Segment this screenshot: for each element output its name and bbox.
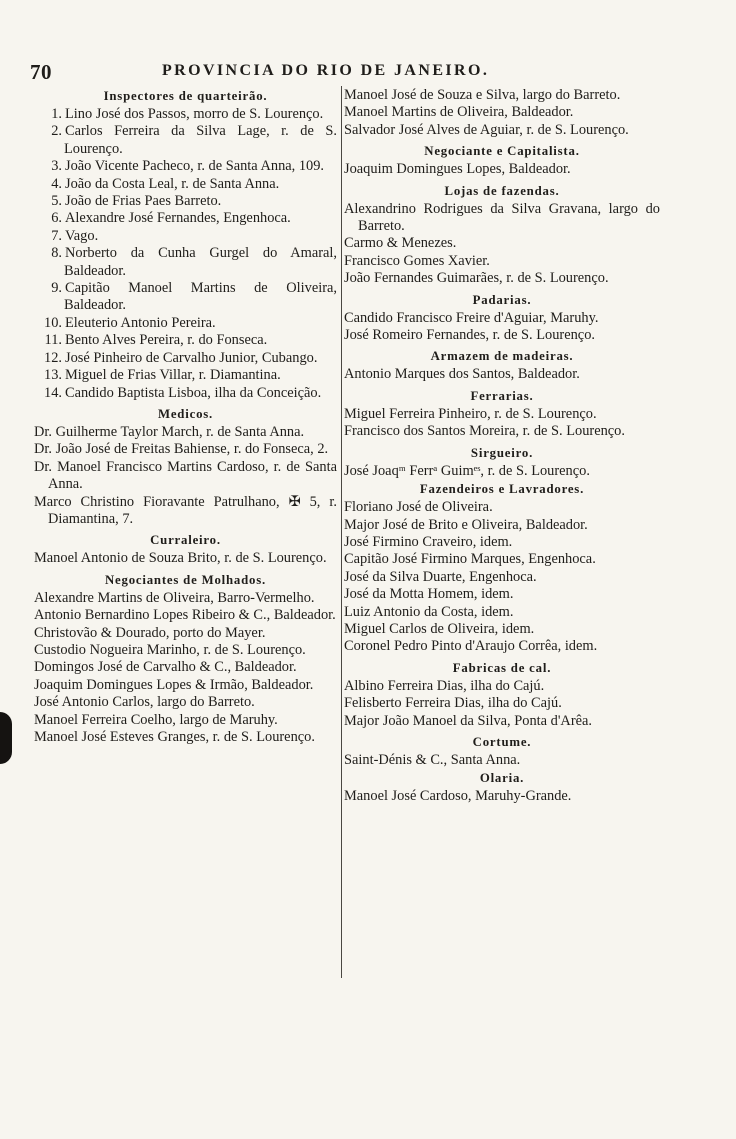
directory-entry: Capitão José Firmino Marques, Engenhoca.	[344, 551, 596, 568]
numbered-entry: 12. José Pinheiro de Carvalho Junior, Cubango.	[44, 349, 318, 366]
section-heading: Olaria.	[479, 771, 525, 786]
directory-entry: José Joaqᵐ Ferrᵃ Guimᵉˢ, r. de S. Lourenço.	[344, 462, 590, 479]
page-number: 70	[30, 60, 52, 84]
directory-entry: Dr. Guilherme Taylor March, r. de Santa Anna.	[34, 423, 305, 440]
directory-entry: Major João Manoel da Silva, Ponta d'Arêa.	[344, 712, 592, 729]
section-olaria	[344, 769, 660, 805]
section-negociantes-molhados	[34, 571, 337, 747]
directory-entry: Floriano José de Oliveira.	[344, 499, 493, 516]
section-padarias	[344, 291, 660, 345]
directory-entry: Antonio Marques dos Santos, Baldeador.	[344, 366, 580, 383]
directory-entry: Albino Ferreira Dias, ilha do Cajú.	[344, 677, 545, 694]
ink-blot	[0, 712, 12, 764]
directory-entry: Felisberto Ferreira Dias, ilha do Cajú.	[344, 695, 562, 712]
section-heading: Negociante e Capitalista.	[424, 144, 580, 159]
section-inspectores	[34, 87, 337, 402]
numbered-entry: 11. Bento Alves Pereira, r. do Fonseca.	[44, 332, 268, 349]
directory-entry: José Antonio Carlos, largo do Barreto.	[34, 694, 255, 711]
section-heading: Armazem de madeiras.	[430, 349, 574, 364]
directory-entry: Manoel José de Souza e Silva, largo do Barreto.	[344, 87, 621, 103]
section-heading: Padarias.	[472, 292, 532, 307]
directory-entry: Carmo & Menezes.	[344, 235, 457, 252]
section-heading: Sirgueiro.	[470, 445, 534, 460]
numbered-entry: 3. João Vicente Pacheco, r. de Santa Anna, 109.	[51, 158, 325, 175]
section-heading: Negociantes de Molhados.	[104, 572, 267, 587]
section-heading: Fabricas de cal.	[452, 660, 552, 675]
directory-entry: Dr. Manoel Francisco Martins Cardoso, r. de Santa Anna.	[34, 458, 337, 493]
directory-entry: Manoel José Esteves Granges, r. de S. Lourenço.	[34, 729, 315, 745]
numbered-entry: 9. Capitão Manoel Martins de Oliveira, Baldeador.	[51, 280, 337, 314]
section-fazendeiros-lavradores	[344, 480, 660, 656]
directory-entry: Manoel Ferreira Coelho, largo de Maruhy.	[34, 711, 278, 728]
directory-entry: Miguel Carlos de Oliveira, idem.	[344, 620, 535, 637]
directory-entry: Joaquim Domingues Lopes & Irmão, Baldeador.	[34, 676, 314, 693]
numbered-entry: 13. Miguel de Frias Villar, r. Diamantina.	[44, 367, 281, 384]
directory-entry: Alexandre Martins de Oliveira, Barro-Vermelho.	[34, 589, 315, 606]
directory-entry: João Fernandes Guimarães, r. de S. Lourenço.	[344, 270, 609, 287]
directory-entry: Dr. João José de Freitas Bahiense, r. do Fonseca, 2.	[34, 441, 329, 458]
numbered-entry: 2. Carlos Ferreira da Silva Lage, r. de S. Lourenço.	[51, 123, 337, 157]
numbered-entry: 1. Lino José dos Passos, morro de S. Lourenço.	[51, 106, 324, 122]
column-divider	[341, 86, 342, 978]
numbered-entry: 14. Candido Baptista Lisboa, ilha da Conceição.	[44, 384, 322, 401]
directory-entry: Antonio Bernardino Lopes Ribeiro & C., Baldeador.	[34, 607, 336, 624]
directory-entry: Luiz Antonio da Costa, idem.	[344, 603, 514, 620]
directory-entry: Manoel Antonio de Souza Brito, r. de S. Lourenço.	[34, 550, 327, 567]
section-negociante-capitalista	[344, 142, 660, 178]
section-ferrarias	[344, 387, 660, 441]
directory-entry: Saint-Dénis & C., Santa Anna.	[344, 751, 521, 768]
directory-entry: Alexandrino Rodrigues da Silva Gravana, largo do Barreto.	[344, 200, 660, 235]
section-sirgueiro	[344, 444, 660, 480]
directory-entry: Miguel Ferreira Pinheiro, r. de S. Lourenço.	[344, 405, 597, 422]
directory-entry: Salvador José Alves de Aguiar, r. de S. Lourenço.	[344, 121, 629, 138]
section-heading: Medicos.	[157, 406, 214, 421]
numbered-entry: 8. Norberto da Cunha Gurgel do Amaral, Baldeador.	[51, 245, 337, 279]
section-heading: Cortume.	[472, 734, 532, 749]
numbered-entry: 4. João da Costa Leal, r. de Santa Anna.	[51, 175, 280, 192]
directory-entry: Domingos José de Carvalho & C., Baldeador.	[34, 659, 297, 676]
numbered-entry: 6. Alexandre José Fernandes, Engenhoca.	[51, 210, 291, 227]
section-armazem-madeiras	[344, 347, 660, 383]
section-continued-entries	[344, 87, 660, 139]
directory-entry: Manoel Martins de Oliveira, Baldeador.	[344, 104, 574, 121]
section-heading: Fazendeiros e Lavradores.	[419, 482, 585, 497]
directory-entry: Major José de Brito e Oliveira, Baldeador.	[344, 516, 588, 533]
section-fabricas-cal	[344, 659, 660, 730]
section-heading: Lojas de fazendas.	[444, 183, 560, 198]
section-heading: Curraleiro.	[150, 533, 221, 548]
section-curraleiro	[34, 531, 337, 567]
directory-entry: Marco Christino Fioravante Patrulhano, ✠ 5, r. Diamantina, 7.	[34, 493, 337, 527]
section-medicos	[34, 405, 337, 528]
left-column	[34, 87, 337, 746]
directory-entry: José Firmino Craveiro, idem.	[344, 533, 513, 550]
directory-entry: Manoel José Cardoso, Maruhy-Grande.	[344, 788, 572, 805]
numbered-entry: 5. João de Frias Paes Barreto.	[51, 193, 222, 210]
directory-entry: José da Motta Homem, idem.	[344, 586, 514, 603]
directory-entry: José da Silva Duarte, Engenhoca.	[344, 568, 537, 585]
section-cortume	[344, 733, 660, 769]
directory-entry: Coronel Pedro Pinto d'Araujo Corrêa, idem.	[344, 638, 598, 655]
directory-entry: José Romeiro Fernandes, r. de S. Lourenço.	[344, 327, 595, 344]
section-heading: Inspectores de quarteirão.	[103, 89, 268, 103]
numbered-entry: 10. Eleuterio Antonio Pereira.	[44, 314, 216, 331]
directory-entry: Francisco dos Santos Moreira, r. de S. Lourenço.	[344, 423, 625, 440]
directory-entry: Candido Francisco Freire d'Aguiar, Maruhy.	[344, 309, 599, 326]
directory-entry: Joaquim Domingues Lopes, Baldeador.	[344, 161, 571, 178]
numbered-entry: 7. Vago.	[51, 227, 99, 244]
directory-entry: Francisco Gomes Xavier.	[344, 252, 490, 269]
section-heading: Ferrarias.	[470, 388, 534, 403]
section-lojas-fazendas	[344, 182, 660, 288]
running-title: PROVINCIA DO RIO DE JANEIRO.	[162, 62, 490, 79]
directory-entry: Custodio Nogueira Marinho, r. de S. Lourenço.	[34, 641, 306, 658]
directory-entry: Christovão & Dourado, porto do Mayer.	[34, 624, 266, 641]
right-column	[344, 87, 660, 806]
